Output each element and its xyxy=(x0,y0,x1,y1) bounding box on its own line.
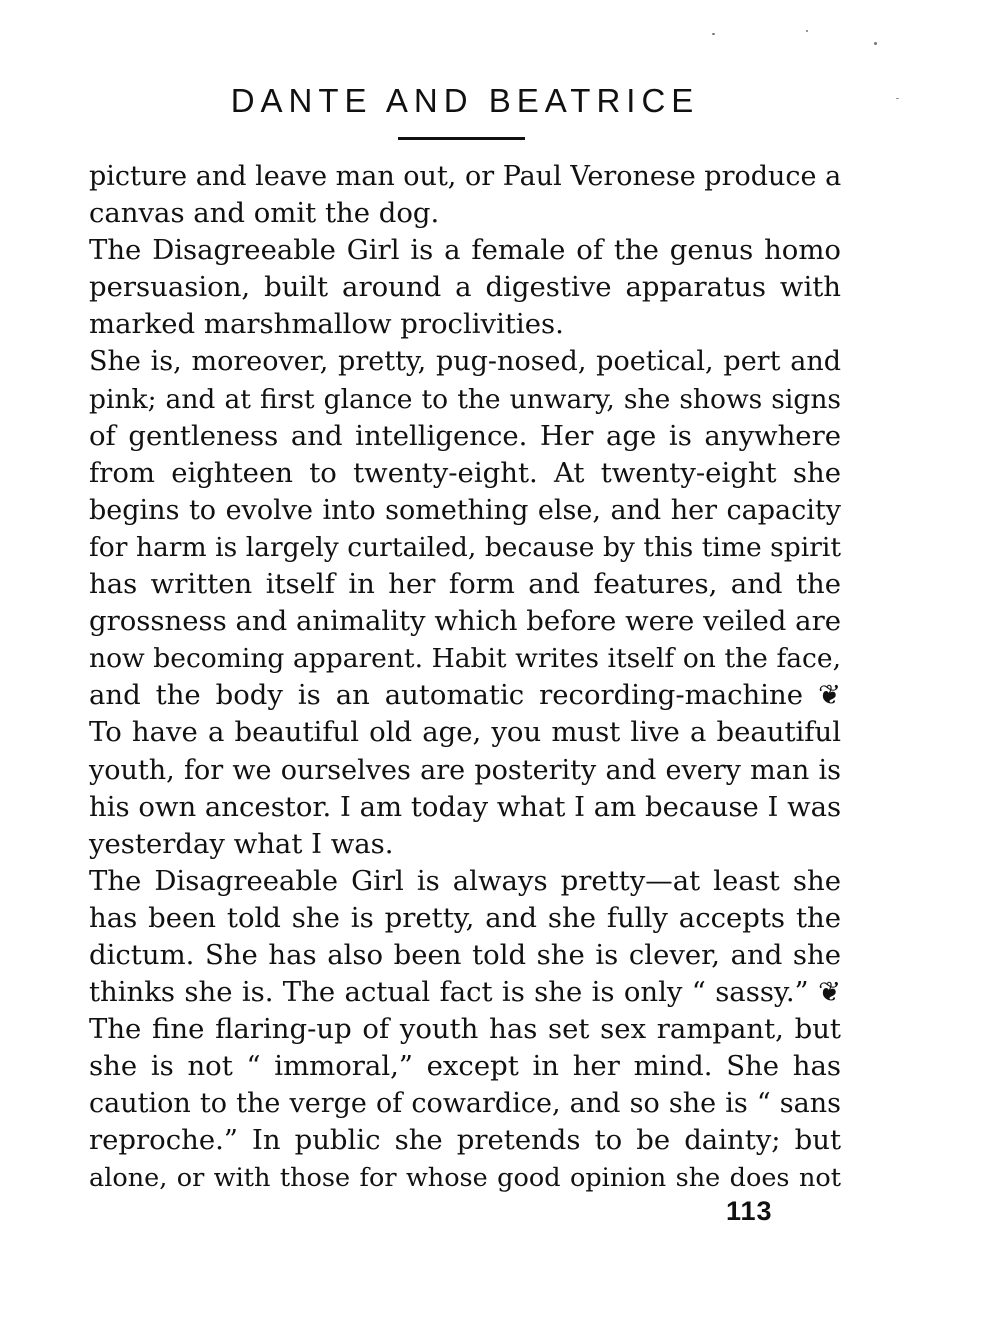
text-line: The fine flaring-up of youth has set sex rampant, but xyxy=(89,1013,841,1046)
text-line: from eighteen to twenty-eight. At twenty-eight she xyxy=(89,456,841,489)
page-number: 113 xyxy=(726,1196,773,1226)
text-line: yesterday what I was. xyxy=(89,827,394,860)
scan-speck xyxy=(806,30,808,32)
text-line: persuasion, built around a digestive apparatus with xyxy=(89,271,841,304)
text-line: for harm is largely curtailed, because by this time spirit xyxy=(89,531,841,563)
text-line: marked marshmallow proclivities. xyxy=(89,308,564,341)
text-line: she is not “ immoral,” except in her mind. She has xyxy=(89,1050,841,1083)
running-head: DANTE AND BEATRICE xyxy=(230,82,700,119)
text-line: To have a beautiful old age, you must live a beautiful xyxy=(89,716,841,749)
text-line: picture and leave man out, or Paul Veronese produce a xyxy=(89,161,842,192)
text-line: and the body is an automatic recording-machine ❦ xyxy=(89,679,841,712)
text-line: dictum. She has also been told she is clever, and she xyxy=(89,938,841,971)
text-line: of gentleness and intelligence. Her age is anywhere xyxy=(89,419,841,452)
text-line: caution to the verge of cowardice, and so she is “ sans xyxy=(89,1088,841,1120)
text-line: reproche.” In public she pretends to be dainty; but xyxy=(89,1124,841,1157)
scan-speck xyxy=(874,42,877,45)
text-line: has written itself in her form and features, and the xyxy=(89,568,841,601)
text-line: youth, for we ourselves are posterity and every man is xyxy=(89,754,841,786)
scan-speck xyxy=(896,98,899,99)
text-line: his own ancestor. I am today what I am because I was xyxy=(89,790,842,823)
text-line: alone, or with those for whose good opinion she does not xyxy=(89,1162,841,1193)
text-line: thinks she is. The actual fact is she is only “ sassy.” ❦ xyxy=(89,976,841,1009)
scan-speck xyxy=(712,33,715,35)
text-line: pink; and at first glance to the unwary, she shows signs xyxy=(89,383,841,415)
text-line: grossness and animality which before were veiled are xyxy=(89,605,841,638)
text-line: begins to evolve into something else, and her capacity xyxy=(89,494,841,526)
text-line: canvas and omit the dog. xyxy=(89,197,440,230)
text-line: The Disagreeable Girl is a female of the genus homo xyxy=(89,234,841,267)
body-text xyxy=(89,158,841,1197)
text-line: now becoming apparent. Habit writes itself on the face, xyxy=(89,643,841,675)
text-line: The Disagreeable Girl is always pretty—at least she xyxy=(89,864,841,897)
text-line: has been told she is pretty, and she fully accepts the xyxy=(89,901,841,934)
header-rule xyxy=(398,137,525,140)
text-line: She is, moreover, pretty, pug-nosed, poetical, pert and xyxy=(89,346,841,378)
